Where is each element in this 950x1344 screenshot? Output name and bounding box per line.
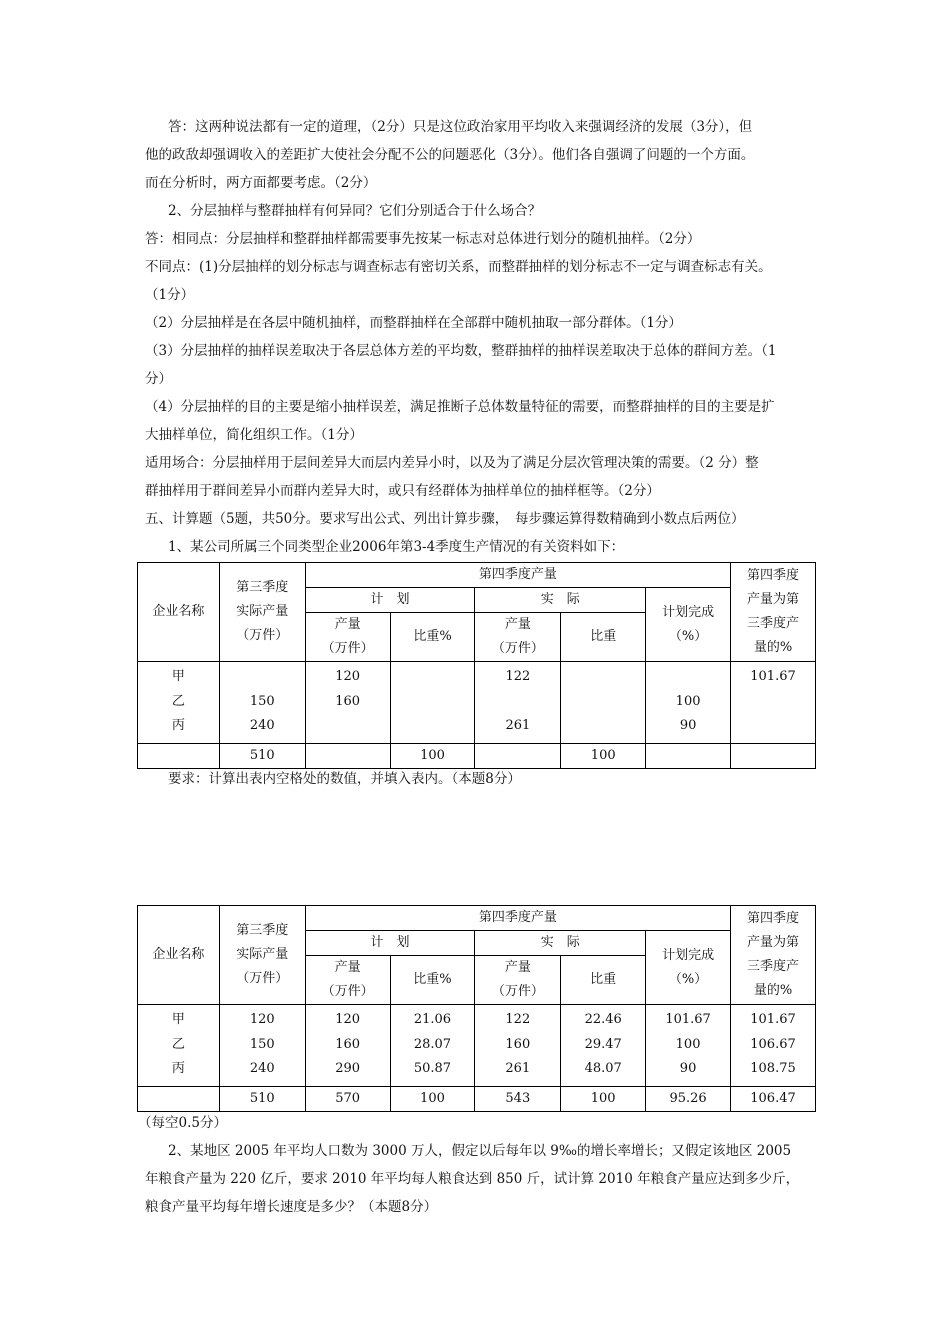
header-plan-output: 产量 （万件） — [305, 613, 390, 662]
header-plan-ratio: 比重% — [390, 613, 475, 662]
header-actual-output: 产量 （万件） — [475, 956, 561, 1005]
answer-paragraph-line: 他的政敌却强调收入的差距扩大使社会分配不公的问题恶化（3分）。他们各自强调了问题的一个方面。 — [145, 147, 755, 163]
col-names: 甲 乙 丙 — [138, 1005, 220, 1087]
col-q4-vs-q3: 101.67 — [731, 662, 816, 744]
col-q4-vs-q3: 101.67 106.67 108.75 — [731, 1005, 816, 1087]
answer-paragraph-line: 而在分析时，两方面都要考虑。（2分） — [145, 175, 377, 191]
header-q4-vs-q3: 第四季度 产量为第 三季度产 量的% — [731, 563, 816, 662]
header-plan: 计 划 — [305, 931, 475, 956]
answer-line: （3）分层抽样的抽样误差取决于各层总体方差的平均数，整群抽样的抽样误差取决于总体的群间方差。（1 — [145, 343, 777, 359]
header-actual-output: 产量 （万件） — [475, 613, 561, 662]
col-actual-ratio: 22.46 29.47 48.07 — [561, 1005, 646, 1087]
col-actual-output: 122 261 — [475, 662, 561, 744]
col-completion: 100 90 — [646, 662, 731, 744]
answer-line: 适用场合：分层抽样用于层间差异大而层内差异小时，以及为了满足分层次管理决策的需要。（2 分）整 — [145, 455, 759, 471]
header-plan-ratio: 比重% — [390, 956, 475, 1005]
col-q3: 120 150 240 — [219, 1005, 305, 1087]
production-table-filled — [137, 905, 816, 1112]
table-body — [138, 1005, 816, 1087]
col-plan-output: 120 160 — [305, 662, 390, 744]
answer-paragraph-line: 答：这两种说法都有一定的道理，（2分）只是这位政治家用平均收入来强调经济的发展（3分），但 — [168, 119, 753, 135]
header-completion: 计划完成 （%） — [646, 931, 731, 1005]
header-actual-ratio: 比重 — [561, 956, 646, 1005]
header-q3-actual: 第三季度 实际产量 （万件） — [219, 563, 305, 662]
col-completion: 101.67 100 90 — [646, 1005, 731, 1087]
header-plan-output: 产量 （万件） — [305, 956, 390, 1005]
table-body — [138, 662, 816, 744]
header-q3-actual: 第三季度 实际产量 （万件） — [219, 906, 305, 1005]
table-total-row: 510 100 100 — [138, 743, 816, 768]
header-company: 企业名称 — [138, 906, 220, 1005]
col-actual-output: 122 160 261 — [475, 1005, 561, 1087]
calc-question-2-cont: 粮食产量平均每年增长速度是多少？（本题8分） — [145, 1199, 438, 1215]
col-actual-ratio — [561, 662, 646, 744]
question-2: 2、分层抽样与整群抽样有何异同？它们分别适合于什么场合？ — [168, 203, 542, 219]
answer-line: 群抽样用于群间差异小而群内差异大时，或只有经群体为抽样单位的抽样框等。（2分） — [145, 483, 660, 499]
col-q3: 150 240 — [219, 662, 305, 744]
header-company: 企业名称 — [138, 563, 220, 662]
answer-line: （2）分层抽样是在各层中随机抽样，而整群抽样在全部群中随机抽取一部分群体。（1分） — [145, 315, 682, 331]
calc-question-1: 1、某公司所属三个同类型企业2006年第3-4季度生产情况的有关资料如下： — [168, 539, 625, 555]
answer-line: 大抽样单位，简化组织工作。（1分） — [145, 427, 363, 443]
section-heading: 五、计算题（5题，共50分。要求写出公式、列出计算步骤， 每步骤运算得数精确到小数点后两位） — [145, 511, 745, 527]
header-actual: 实 际 — [475, 931, 646, 956]
header-q4-output: 第四季度产量 — [305, 563, 730, 588]
header-actual: 实 际 — [475, 588, 646, 613]
header-plan: 计 划 — [305, 588, 475, 613]
col-plan-ratio: 21.06 28.07 50.87 — [390, 1005, 475, 1087]
header-q4-output: 第四季度产量 — [305, 906, 730, 931]
answer-line: 答：相同点：分层抽样和整群抽样都需要事先按某一标志对总体进行划分的随机抽样。（2分） — [145, 231, 701, 247]
scoring-note: （每空0.5分） — [138, 1115, 227, 1131]
col-plan-ratio — [390, 662, 475, 744]
production-table-blank — [137, 562, 816, 769]
col-plan-output: 120 160 290 — [305, 1005, 390, 1087]
answer-line: 不同点：(1)分层抽样的划分标志与调查标志有密切关系，而整群抽样的划分标志不一定与调查标志有关。 — [145, 259, 772, 275]
answer-line: （1分） — [145, 287, 195, 303]
answer-line: 分） — [145, 371, 172, 387]
requirement: 要求：计算出表内空格处的数值，并填入表内。（本题8分） — [168, 771, 521, 787]
calc-question-2: 2、某地区 2005 年平均人口数为 3000 万人，假定以后每年以 9‰的增长率增长；又假定该地区 2005 — [168, 1143, 792, 1159]
header-completion: 计划完成 （%） — [646, 588, 731, 662]
table-total-row: 510 570 100 543 100 95.26 106.47 — [138, 1086, 816, 1111]
calc-question-2-cont: 年粮食产量为 220 亿斤，要求 2010 年平均每人粮食达到 850 斤，试计算 2010 年粮食产量应达到多少斤， — [145, 1171, 800, 1187]
col-names: 甲 乙 丙 — [138, 662, 220, 744]
header-q4-vs-q3: 第四季度 产量为第 三季度产 量的% — [731, 906, 816, 1005]
answer-line: （4）分层抽样的目的主要是缩小抽样误差，满足推断子总体数量特征的需要，而整群抽样的目的主要是扩 — [145, 399, 775, 415]
header-actual-ratio: 比重 — [561, 613, 646, 662]
